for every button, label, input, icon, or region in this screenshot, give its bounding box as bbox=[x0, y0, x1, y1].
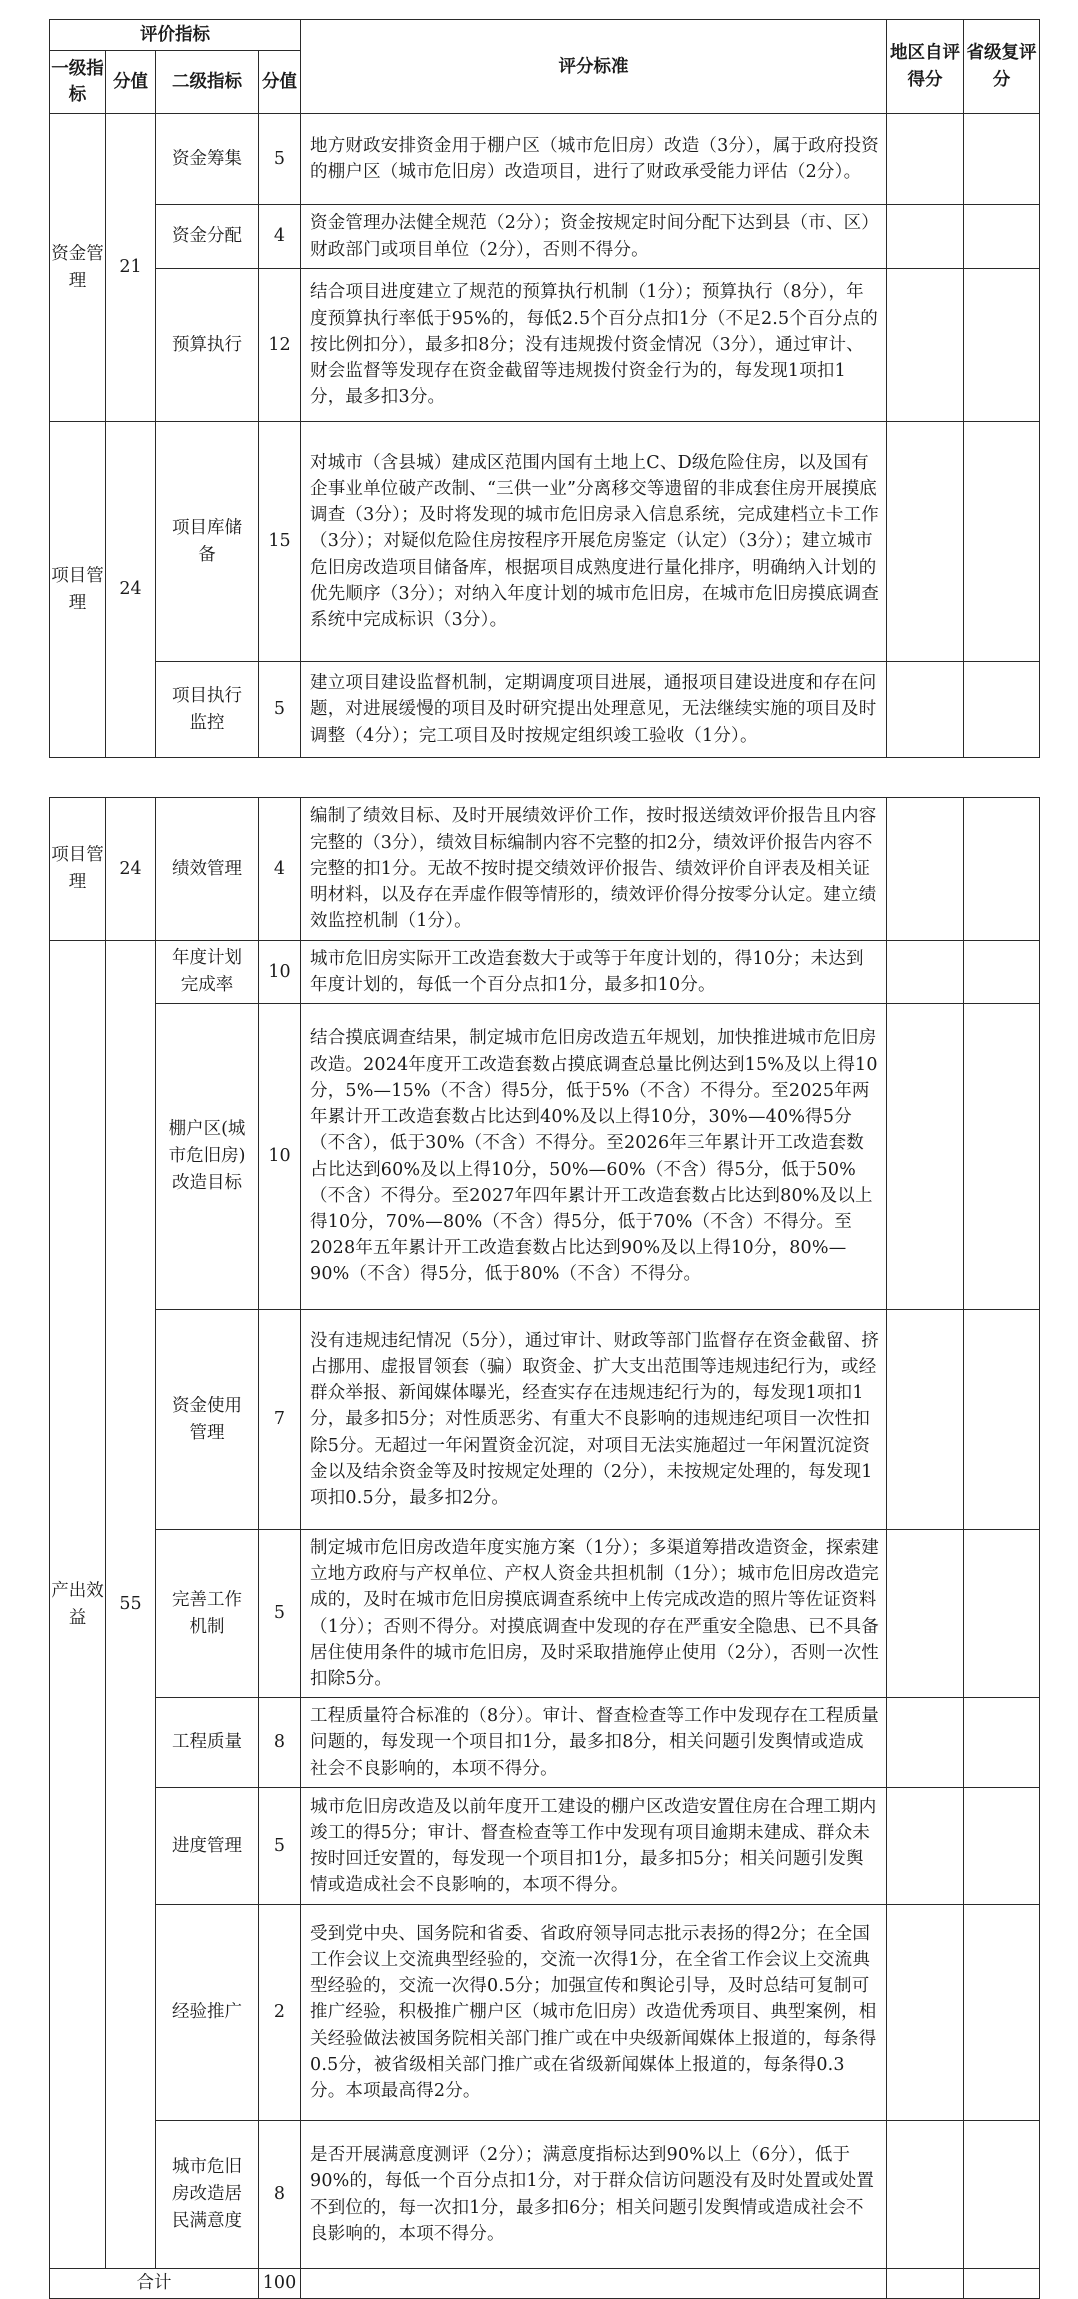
level2-score: 5 bbox=[259, 114, 301, 205]
province-score-cell[interactable] bbox=[964, 269, 1040, 422]
criteria-text: 地方财政安排资金用于棚户区（城市危旧房）改造（3分），属于政府投资的棚户区（城市危旧房）改造项目，进行了财政承受能力评估（2分）。 bbox=[301, 114, 887, 205]
region-score-cell[interactable] bbox=[887, 1788, 964, 1905]
level2-name: 工程质量 bbox=[156, 1698, 259, 1788]
level1-project-management: 项目管理 bbox=[50, 798, 106, 941]
province-score-cell[interactable] bbox=[964, 941, 1040, 1004]
level2-score: 5 bbox=[259, 1788, 301, 1905]
region-score-cell[interactable] bbox=[887, 1698, 964, 1788]
level2-name: 年度计划完成率 bbox=[156, 941, 259, 1004]
criteria-text: 编制了绩效目标、及时开展绩效评价工作，按时报送绩效评价报告且内容完整的（3分），绩效目标编制内容不完整的扣2分，绩效评价报告内容不完整的扣1分。无故不按时提交绩效评价报告、绩效评价自评表及相关证明材料，以及存在弄虚作假等情形的，绩效评价得分按零分认定。建立绩效监控机制（1分）。 bbox=[301, 798, 887, 941]
level1-score: 24 bbox=[106, 798, 156, 941]
header-level1-score: 分值 bbox=[106, 51, 156, 114]
level2-name: 项目库储备 bbox=[156, 422, 259, 662]
region-score-cell[interactable] bbox=[887, 269, 964, 422]
header-level2-indicator: 二级指标 bbox=[156, 51, 259, 114]
level2-name: 资金分配 bbox=[156, 205, 259, 269]
region-score-cell[interactable] bbox=[887, 114, 964, 205]
province-score-cell[interactable] bbox=[964, 662, 1040, 758]
criteria-text: 受到党中央、国务院和省委、省政府领导同志批示表扬的得2分；在全国工作会议上交流典型经验的，交流一次得1分，在全省工作会议上交流典型经验的，交流一次得0.5分；加强宣传和舆论引导，及时总结可复制可推广经验，积极推广棚户区（城市危旧房）改造优秀项目、典型案例，相关经验做法被国务院相关部门推广或在中央级新闻媒体上报道的，每条得0.5分，被省级相关部门推广或在省级新闻媒体上报道的，每条得0.3分。本项最高得2分。 bbox=[301, 1905, 887, 2121]
level2-score: 2 bbox=[259, 1905, 301, 2121]
criteria-text: 对城市（含县城）建成区范围内国有土地上C、D级危险住房，以及国有企事业单位破产改制、“三供一业”分离移交等遗留的非成套住房开展摸底调查（3分）；及时将发现的城市危旧房录入信息系统，完成建档立卡工作（3分）；对疑似危险住房按程序开展危房鉴定（认定）（3分）；建立城市危旧房改造项目储备库，根据项目成熟度进行量化排序，明确纳入计划的优先顺序（3分）；对纳入年度计划的城市危旧房，在城市危旧房摸底调查系统中完成标识（3分）。 bbox=[301, 422, 887, 662]
province-score-cell[interactable] bbox=[964, 798, 1040, 941]
header-level1-indicator: 一级指标 bbox=[50, 51, 106, 114]
header-region-self-score: 地区自评得分 bbox=[887, 20, 964, 114]
level2-score: 4 bbox=[259, 205, 301, 269]
province-score-cell[interactable] bbox=[964, 205, 1040, 269]
total-label: 合计 bbox=[50, 2269, 259, 2299]
criteria-text: 结合项目进度建立了规范的预算执行机制（1分）；预算执行（8分），年度预算执行率低于95%的，每低2.5个百分点扣1分（不足2.5个百分点的按比例扣分），最多扣8分；没有违规拨付资金情况（3分），通过审计、财会监督等发现存在资金截留等违规拨付资金行为的，每发现1项扣1分，最多扣3分。 bbox=[301, 269, 887, 422]
criteria-text: 是否开展满意度测评（2分）；满意度指标达到90%以上（6分），低于90%的，每低一个百分点扣1分，对于群众信访问题没有及时处置或处置不到位的，每一次扣1分，最多扣6分；相关问题引发舆情或造成社会不良影响的，本项不得分。 bbox=[301, 2121, 887, 2269]
region-score-cell[interactable] bbox=[887, 2121, 964, 2269]
criteria-text: 结合摸底调查结果，制定城市危旧房改造五年规划，加快推进城市危旧房改造。2024年度开工改造套数占摸底调查总量比例达到15%及以上得10分，5%—15%（不含）得5分，低于5%（不含）不得分。至2025年两年累计开工改造套数占比达到40%及以上得10分，30%—40%得5分（不含），低于30%（不含）不得分。至2026年三年累计开工改造套数占比达到60%及以上得10分，50%—60%（不含）得5分，低于50%（不含）不得分。至2027年四年累计开工改造套数占比达到80%及以上得10分，70%—80%（不含）得5分，低于70%（不含）不得分。至2028年五年累计开工改造套数占比达到90%及以上得10分，80%—90%（不含）得5分，低于80%（不含）不得分。 bbox=[301, 1004, 887, 1310]
level2-name: 预算执行 bbox=[156, 269, 259, 422]
criteria-text: 资金管理办法健全规范（2分）；资金按规定时间分配下达到县（市、区）财政部门或项目单位（2分），否则不得分。 bbox=[301, 205, 887, 269]
region-score-cell[interactable] bbox=[887, 1310, 964, 1530]
criteria-text: 城市危旧房实际开工改造套数大于或等于年度计划的，得10分；未达到年度计划的，每低一个百分点扣1分，最多扣10分。 bbox=[301, 941, 887, 1004]
level1-score: 55 bbox=[106, 941, 156, 2269]
province-score-cell[interactable] bbox=[964, 1310, 1040, 1530]
level1-score: 24 bbox=[106, 422, 156, 758]
header-level2-score: 分值 bbox=[259, 51, 301, 114]
level2-score: 8 bbox=[259, 1698, 301, 1788]
level1-score: 21 bbox=[106, 114, 156, 422]
province-score-cell[interactable] bbox=[964, 1788, 1040, 1905]
level2-name: 绩效管理 bbox=[156, 798, 259, 941]
level2-score: 12 bbox=[259, 269, 301, 422]
province-score-cell[interactable] bbox=[964, 1905, 1040, 2121]
province-score-cell[interactable] bbox=[964, 2121, 1040, 2269]
level2-name: 棚户区(城市危旧房)改造目标 bbox=[156, 1004, 259, 1310]
total-score: 100 bbox=[259, 2269, 301, 2299]
region-score-cell[interactable] bbox=[887, 1905, 964, 2121]
level2-score: 5 bbox=[259, 1530, 301, 1698]
level2-score: 8 bbox=[259, 2121, 301, 2269]
criteria-text: 没有违规违纪情况（5分），通过审计、财政等部门监督存在资金截留、挤占挪用、虚报冒领套（骗）取资金、扩大支出范围等违规违纪行为，或经群众举报、新闻媒体曝光，经查实存在违规违纪行为的，每发现1项扣1分，最多扣5分；对性质恶劣、有重大不良影响的违规违纪项目一次性扣除5分。无超过一年闲置资金沉淀，对项目无法实施超过一年闲置沉淀资金以及结余资金等及时按规定处理的（2分），未按规定处理的，每发现1项扣0.5分，最多扣2分。 bbox=[301, 1310, 887, 1530]
level2-score: 10 bbox=[259, 941, 301, 1004]
level1-funds-management: 资金管理 bbox=[50, 114, 106, 422]
level2-name: 经验推广 bbox=[156, 1905, 259, 2121]
province-score-cell[interactable] bbox=[964, 1530, 1040, 1698]
level2-score: 10 bbox=[259, 1004, 301, 1310]
criteria-text: 建立项目建设监督机制，定期调度项目进展，通报项目建设进度和存在问题，对进展缓慢的项目及时研究提出处理意见，无法继续实施的项目及时调整（4分）；完工项目及时按规定组织竣工验收（1分）。 bbox=[301, 662, 887, 758]
level2-score: 5 bbox=[259, 662, 301, 758]
region-score-cell[interactable] bbox=[887, 205, 964, 269]
region-score-cell[interactable] bbox=[887, 422, 964, 662]
region-score-cell[interactable] bbox=[887, 1004, 964, 1310]
evaluation-table-1 bbox=[49, 19, 1040, 758]
province-score-cell[interactable] bbox=[964, 114, 1040, 205]
total-criteria-cell bbox=[301, 2269, 887, 2299]
level1-project-management: 项目管理 bbox=[50, 422, 106, 758]
level2-name: 资金使用管理 bbox=[156, 1310, 259, 1530]
header-province-review-score: 省级复评分 bbox=[964, 20, 1040, 114]
province-score-cell[interactable] bbox=[964, 2269, 1040, 2299]
level2-score: 7 bbox=[259, 1310, 301, 1530]
level1-output-benefit: 产出效益 bbox=[50, 941, 106, 2269]
level2-name: 资金筹集 bbox=[156, 114, 259, 205]
header-criteria: 评分标准 bbox=[301, 20, 887, 114]
level2-name: 进度管理 bbox=[156, 1788, 259, 1905]
region-score-cell[interactable] bbox=[887, 941, 964, 1004]
criteria-text: 城市危旧房改造及以前年度开工建设的棚户区改造安置住房在合理工期内竣工的得5分；审计、督查检查等工作中发现有项目逾期未建成、群众未按时回迁安置的，每发现一个项目扣1分，最多扣5分；相关问题引发舆情或造成社会不良影响的，本项不得分。 bbox=[301, 1788, 887, 1905]
criteria-text: 工程质量符合标准的（8分）。审计、督查检查等工作中发现存在工程质量问题的，每发现一个项目扣1分，最多扣8分，相关问题引发舆情或造成社会不良影响的，本项不得分。 bbox=[301, 1698, 887, 1788]
province-score-cell[interactable] bbox=[964, 1004, 1040, 1310]
province-score-cell[interactable] bbox=[964, 422, 1040, 662]
level2-name: 城市危旧房改造居民满意度 bbox=[156, 2121, 259, 2269]
region-score-cell[interactable] bbox=[887, 662, 964, 758]
province-score-cell[interactable] bbox=[964, 1698, 1040, 1788]
level2-score: 4 bbox=[259, 798, 301, 941]
criteria-text: 制定城市危旧房改造年度实施方案（1分）；多渠道筹措改造资金，探索建立地方政府与产权单位、产权人资金共担机制（1分）；城市危旧房改造完成的，及时在城市危旧房摸底调查系统中上传完成改造的照片等佐证资料（1分）；否则不得分。对摸底调查中发现的存在严重安全隐患、已不具备居住使用条件的城市危旧房，及时采取措施停止使用（2分），否则一次性扣除5分。 bbox=[301, 1530, 887, 1698]
level2-name: 项目执行监控 bbox=[156, 662, 259, 758]
level2-score: 15 bbox=[259, 422, 301, 662]
level2-name: 完善工作机制 bbox=[156, 1530, 259, 1698]
region-score-cell[interactable] bbox=[887, 798, 964, 941]
region-score-cell[interactable] bbox=[887, 1530, 964, 1698]
header-evaluation-indicator: 评价指标 bbox=[50, 20, 301, 51]
evaluation-table-2 bbox=[49, 797, 1040, 2299]
region-score-cell[interactable] bbox=[887, 2269, 964, 2299]
